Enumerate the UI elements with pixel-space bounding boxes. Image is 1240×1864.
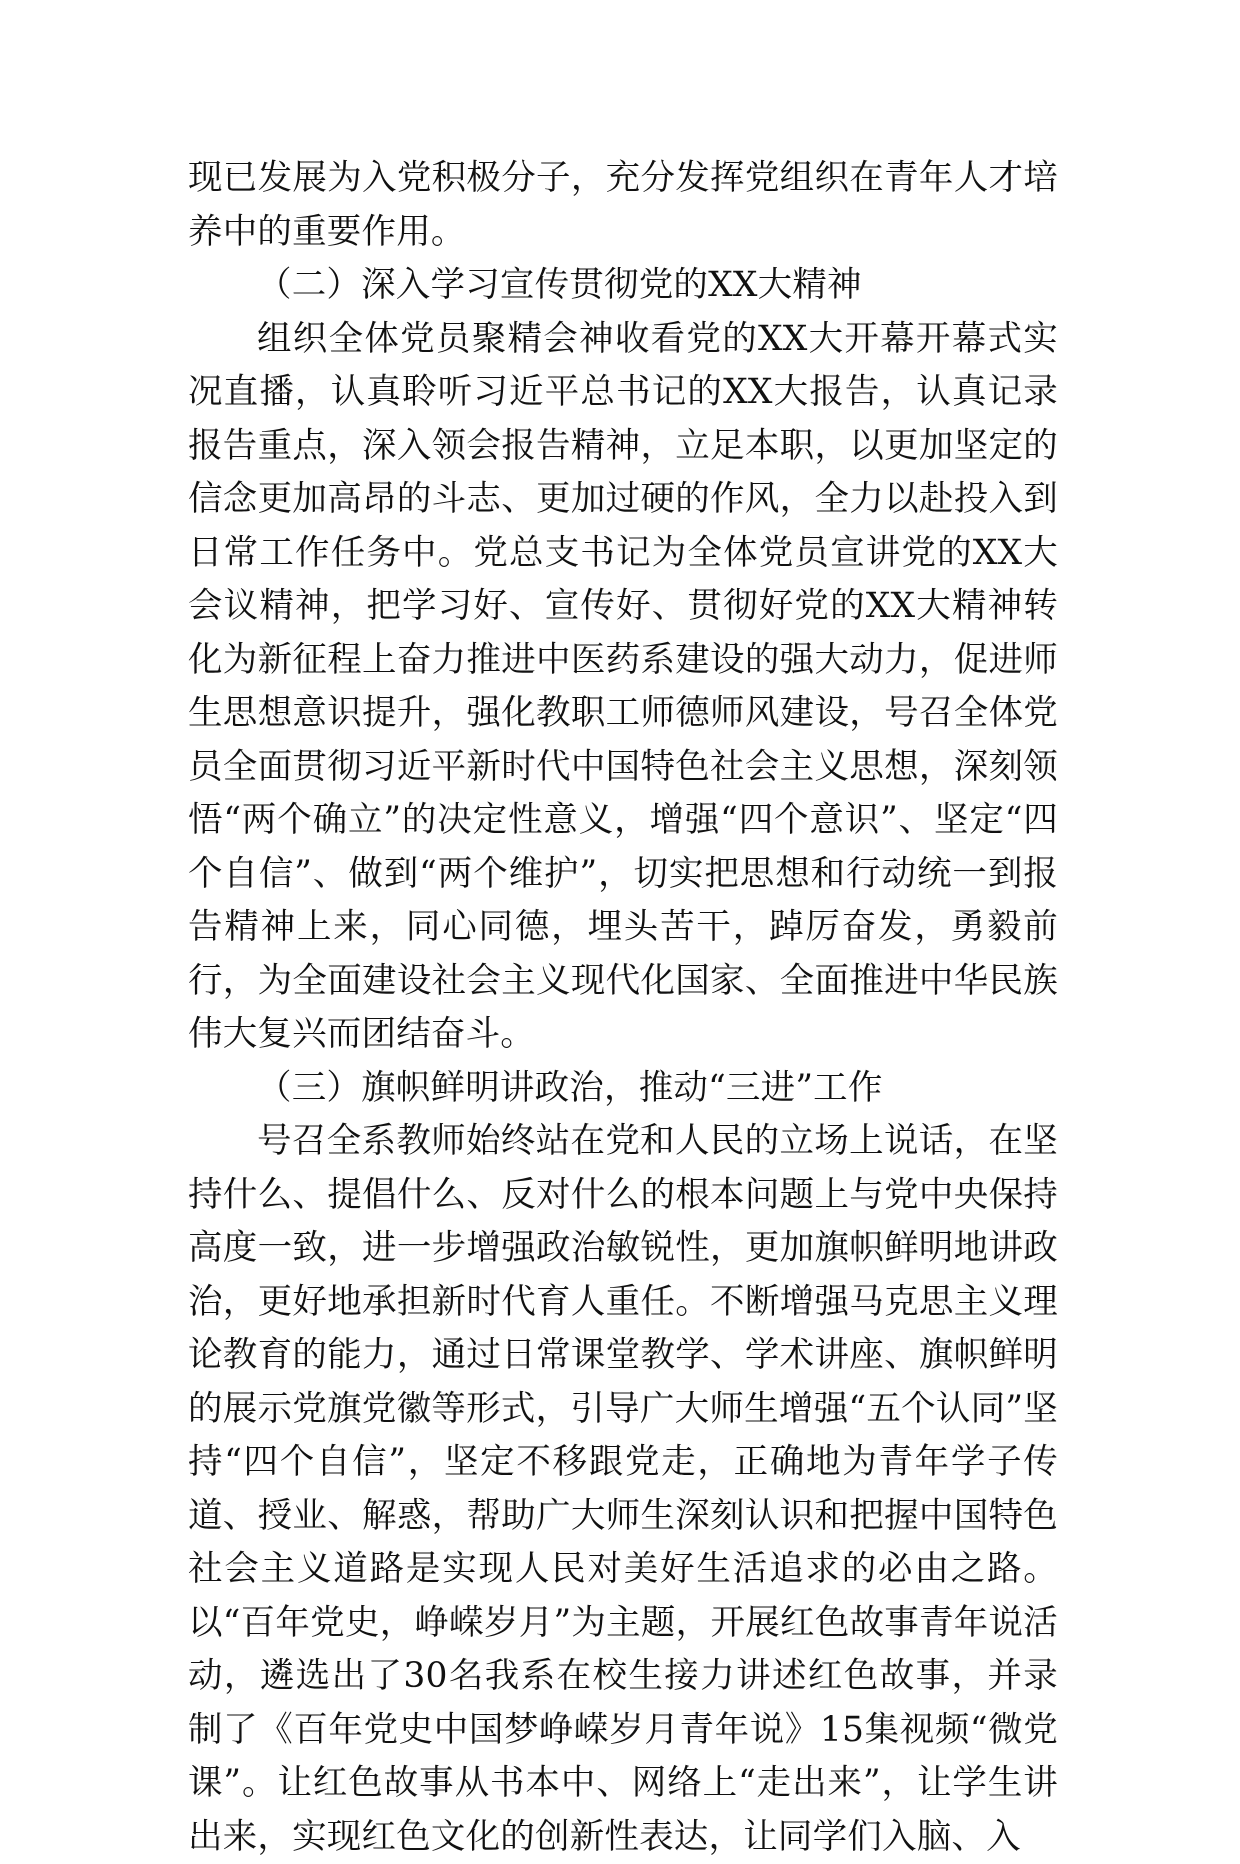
document-body: [188, 152, 1058, 1864]
section-heading-2: （二）深入学习宣传贯彻党的XX大精神: [257, 265, 862, 305]
paragraph-continuation: 现已发展为入党积极分子，充分发挥党组织在青年人才培养中的重要作用。: [188, 158, 1058, 252]
paragraph-politics: 号召全系教师始终站在党和人民的立场上说话，在坚持什么、提倡什么、反对什么的根本问题上与党中央保持高度一致，进一步增强政治敏锐性，更加旗帜鲜明地讲政治，更好地承担新时代育人重任。不断增强马克思主义理论教育的能力，通过日常课堂教学、学术讲座、旗帜鲜明的展示党旗党徽等形式，引导广大师生增强“五个认同”坚持“四个自信”，坚定不移跟党走，正确地为青年学子传道、授业、解惑，帮助广大师生深刻认识和把握中国特色社会主义道路是实现人民对美好生活追求的必由之路。以“百年党史，峥嵘岁月”为主题，开展红色故事青年说活动，遴选出了30名我系在校生接力讲述红色故事，并录制了《百年党史中国梦峥嵘岁月青年说》15集视频“微党课”。让红色故事从书本中、网络上“走出来”，让学生讲出来，实现红色文化的创新性表达，让同学们入脑、入: [188, 1121, 1058, 1857]
section-heading-3: （三）旗帜鲜明讲政治，推动“三进”工作: [257, 1067, 883, 1108]
paragraph-xx-congress: 组织全体党员聚精会神收看党的XX大开幕开幕式实况直播，认真聆听习近平总书记的XX大报告，认真记录报告重点，深入领会报告精神，立足本职，以更加坚定的信念更加高昂的斗志、更加过硬的作风，全力以赴投入到日常工作任务中。党总支书记为全体党员宣讲党的XX大会议精神，把学习好、宣传好、贯彻好党的XX大精神转化为新征程上奋力推进中医药系建设的强大动力，促进师生思想意识提升，强化教职工师德师风建设，号召全体党员全面贯彻习近平新时代中国特色社会主义思想，深刻领悟“两个确立”的决定性意义，增强“四个意识”、坚定“四个自信”、做到“两个维护”，切实把思想和行动统一到报告精神上来，同心同德，埋头苦干，踔厉奋发，勇毅前行，为全面建设社会主义现代化国家、全面推进中华民族伟大复兴而团结奋斗。: [188, 318, 1058, 1054]
